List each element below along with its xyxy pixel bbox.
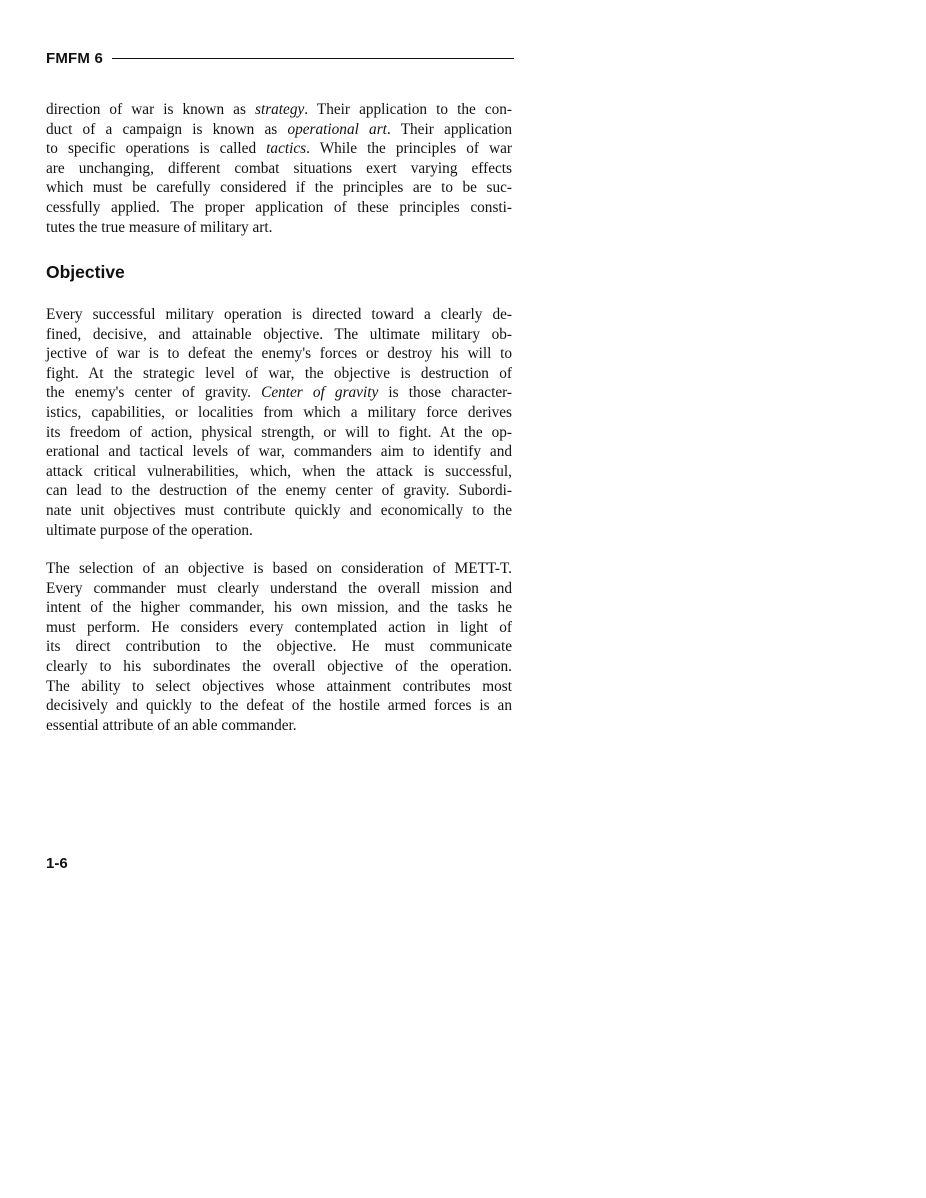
text-line	[46, 198, 512, 218]
text-line	[46, 159, 512, 179]
text-line	[46, 100, 512, 120]
text-line	[46, 677, 512, 697]
running-header	[46, 47, 514, 69]
text-line	[46, 403, 512, 423]
text-segment: . Their application to the con-	[304, 101, 512, 118]
header-rule	[112, 58, 514, 59]
text-segment: decisively and quickly to the defeat of the hostile armed forces is an	[46, 697, 512, 715]
text-line	[46, 139, 512, 159]
text-line	[46, 178, 512, 198]
text-line	[46, 716, 512, 736]
text-segment: cessfully applied. The proper application of these principles consti-	[46, 198, 512, 216]
publication-id: FMFM 6	[46, 49, 104, 67]
text-segment: direction of war is known as	[46, 101, 255, 118]
text-segment: duct of a campaign is known as	[46, 120, 288, 138]
text-segment: jective of war is to defeat the enemy's forces or destroy his will to	[46, 345, 512, 363]
text-segment: . Their application	[386, 120, 512, 138]
text-segment: its freedom of action, physical strength, or will to fight. At the op-	[46, 423, 512, 441]
text-line	[46, 462, 512, 482]
text-line	[46, 618, 512, 638]
text-segment: its direct contribution to the objective. He must communicate	[46, 638, 512, 656]
section-heading-objective: Objective	[46, 262, 125, 282]
text-line	[46, 364, 512, 384]
text-segment: essential attribute of an able commander.	[46, 716, 297, 734]
text-line	[46, 501, 512, 521]
text-line	[46, 696, 512, 716]
text-segment: the enemy's center of gravity.	[46, 384, 262, 402]
text-segment: intent of the higher commander, his own mission, and the tasks he	[46, 599, 512, 617]
text-segment: nate unit objectives must contribute quickly and economically to the	[46, 501, 512, 519]
text-segment: istics, capabilities, or localities from which a military force derives	[46, 403, 512, 421]
text-line	[46, 637, 512, 657]
text-segment: ultimate purpose of the operation.	[46, 521, 253, 539]
intro-paragraph	[46, 100, 512, 237]
italic-term: strategy	[255, 101, 305, 118]
text-segment: . While the principles of war	[306, 140, 512, 158]
text-line	[46, 305, 512, 325]
text-line	[46, 481, 512, 501]
text-segment: which must be carefully considered if the principles are to be suc-	[46, 179, 512, 197]
text-segment: The selection of an objective is based on consideration of METT-T.	[46, 560, 512, 577]
text-segment: fight. At the strategic level of war, the objective is destruction of	[46, 364, 512, 382]
text-segment: Every commander must clearly understand the overall mission and	[46, 579, 512, 597]
text-segment: must perform. He considers every contemplated action in light of	[46, 618, 512, 636]
text-segment: can lead to the destruction of the enemy center of gravity. Subordi-	[46, 482, 512, 500]
italic-term: tactics	[266, 140, 307, 158]
italic-term: Center of gravity	[261, 384, 379, 402]
text-line	[46, 579, 512, 599]
text-segment: is those character-	[378, 384, 512, 402]
text-segment: The ability to select objectives whose attainment contributes most	[46, 677, 512, 695]
text-line	[46, 325, 512, 345]
text-line	[46, 344, 512, 364]
text-line	[46, 218, 512, 238]
italic-term: operational art	[287, 120, 387, 138]
text-line	[46, 423, 512, 443]
text-segment: fined, decisive, and attainable objective. The ultimate military ob-	[46, 325, 512, 343]
text-line	[46, 559, 512, 579]
text-segment: to specific operations is called	[46, 140, 267, 158]
text-line	[46, 120, 512, 140]
text-line	[46, 598, 512, 618]
text-segment: erational and tactical levels of war, commanders aim to identify and	[46, 443, 512, 461]
text-line	[46, 521, 512, 541]
text-line	[46, 383, 512, 403]
objective-paragraph-2	[46, 559, 512, 735]
text-segment: attack critical vulnerabilities, which, when the attack is successful,	[46, 462, 512, 480]
page-number: 1-6	[46, 855, 68, 872]
text-segment: Every successful military operation is directed toward a clearly de-	[46, 306, 512, 323]
text-segment: clearly to his subordinates the overall objective of the operation.	[46, 657, 512, 675]
objective-paragraph-1	[46, 305, 512, 540]
text-line	[46, 657, 512, 677]
text-line	[46, 442, 512, 462]
text-segment: tutes the true measure of military art.	[46, 218, 273, 236]
text-segment: are unchanging, different combat situations exert varying effects	[46, 159, 512, 177]
